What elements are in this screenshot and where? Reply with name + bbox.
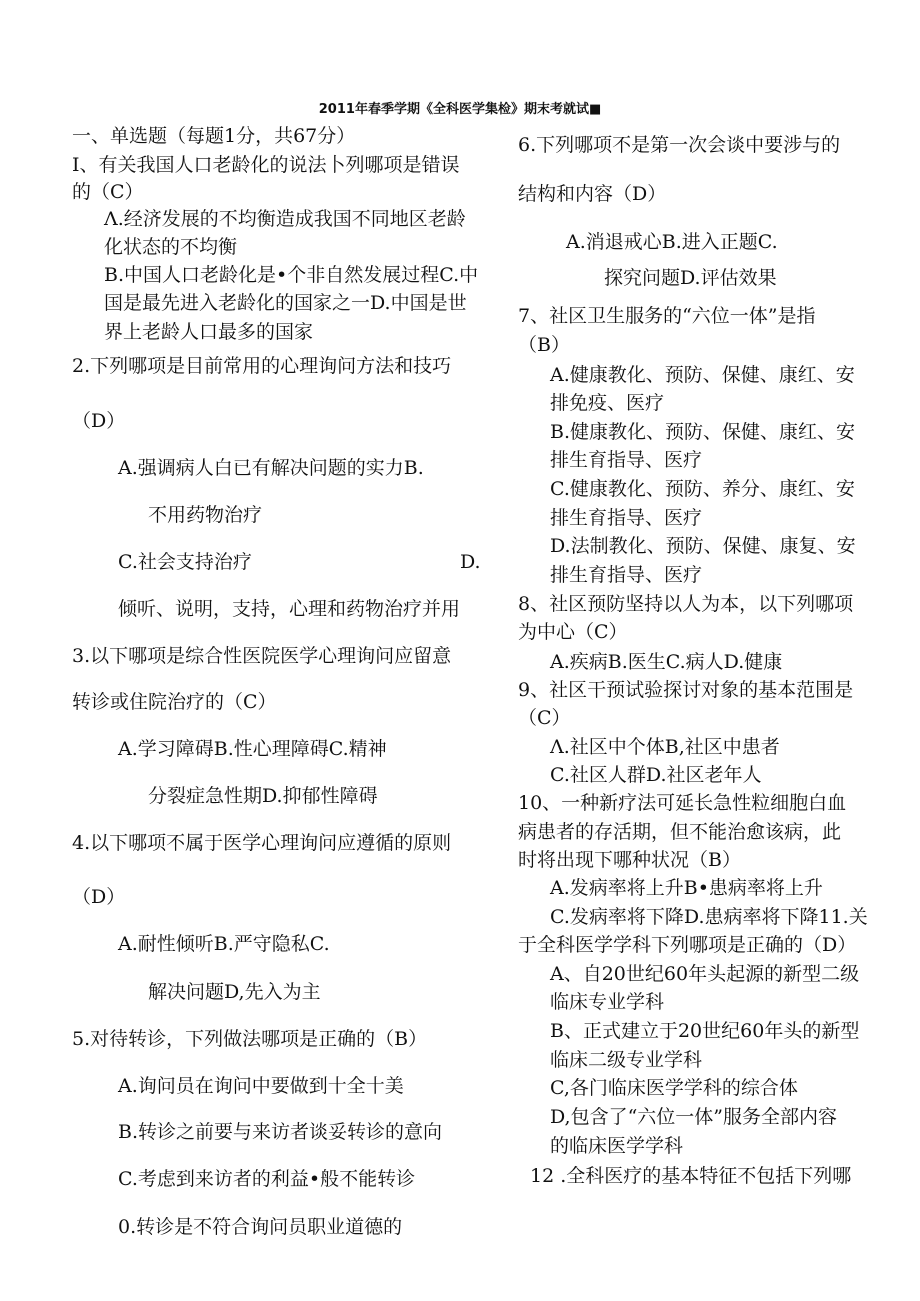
option-line: B.健康教化、预防、保健、康红、安 (550, 421, 856, 443)
question-line: 9、社区干预试验探讨对象的基本范围是 (518, 679, 854, 701)
option-line: 探究问题D.评估效果 (604, 267, 777, 289)
section-heading: 一、单选题（每题1分，共67分） (72, 125, 356, 147)
option-line: A.健康教化、预防、保健、康红、安 (550, 364, 855, 386)
question-line: 的（C） (72, 181, 144, 203)
option-line: 界上老龄人口最多的国家 (104, 321, 314, 343)
option-line: 临床二级专业学科 (550, 1049, 703, 1071)
option-line: 不用药物治疗 (148, 504, 263, 526)
question-line: 7、社区卫生服务的“六位一体”是指 (518, 305, 816, 327)
question-line: 4.以下哪项不属于医学心理询问应遵循的原则 (72, 832, 452, 854)
option-line: 排生育指导、医疗 (550, 564, 703, 586)
question-line: 病患者的存活期，但不能治愈该病，此 (518, 821, 842, 843)
question-line: 8、社区预防坚持以人为本，以下列哪项 (518, 593, 854, 615)
question-line: 6.下列哪项不是第一次会谈中要涉与的 (518, 134, 841, 156)
option-line: C.社区人群D.社区老年人 (550, 764, 762, 786)
option-line: D.法制教化、预防、保健、康复、安 (550, 535, 856, 557)
option-line: Λ.经济发展的不均衡造成我国不同地区老龄 (104, 208, 466, 230)
option-line: A.学习障碍B.性心理障碍C.精神 (118, 738, 387, 760)
option-line: A.消退戒心B.进入正题C. (566, 231, 778, 253)
option-line: 0.转诊是不符合询问员职业道德的 (118, 1216, 403, 1238)
option-line: C.发病率将下降D.患病率将下降11.关 (550, 906, 868, 928)
question-line: 5.对待转诊，下列做法哪项是正确的（B） (72, 1028, 428, 1050)
question-line: 为中心（C） (518, 621, 628, 643)
option-line: B.转诊之前要与来访者谈妥转诊的意向 (118, 1121, 443, 1143)
option-line: 化状态的不均衡 (104, 236, 238, 258)
question-line: 2.下列哪项是目前常用的心理询问方法和技巧 (72, 355, 452, 377)
question-line: 结构和内容（D） (518, 183, 667, 205)
option-line: 的临床医学学科 (550, 1135, 684, 1157)
exam-title: 2011年春季学期《全科医学集检》期末考就试■ (318, 102, 602, 117)
option-line: C.考虑到来访者的利益•般不能转诊 (118, 1168, 416, 1190)
option-line: B、正式建立于20世纪60年头的新型 (550, 1020, 860, 1042)
option-line: D,包含了“六位一体”服务全部内容 (550, 1106, 838, 1128)
option-line: 倾听、说明，支持，心理和药物治疗并用 (118, 598, 461, 620)
question-line: 10、一种新疗法可延长急性粒细胞白血 (518, 792, 847, 814)
question-line: 时将出现下哪种状况（B） (518, 849, 741, 871)
question-line: 于全科医学学科下列哪项是正确的（D） (518, 934, 857, 956)
option-line: 解决问题D,先入为主 (148, 981, 321, 1003)
option-line: 国是最先进入老龄化的国家之一D.中国是世 (104, 292, 467, 314)
question-line: 12 .全科医疗的基本特征不包括下列哪 (530, 1165, 852, 1187)
option-line: A、自20世纪60年头起源的新型二级 (550, 963, 860, 985)
option-line: D. (460, 551, 481, 573)
option-line: A.询问员在询问中要做到十全十美 (118, 1075, 404, 1097)
option-line: 分裂症急性期D.抑郁性障碍 (148, 785, 378, 807)
option-line: A.耐性倾听B.严守隐私C. (118, 933, 330, 955)
option-line: A.发病率将上升B•患病率将上升 (550, 877, 823, 899)
question-line: 转诊或住院治疗的（C） (72, 691, 277, 713)
answer-line: （D） (72, 886, 126, 908)
option-line: C.健康教化、预防、养分、康红、安 (550, 478, 855, 500)
option-line: Λ.社区中个体B,社区中患者 (550, 736, 780, 758)
answer-line: （C） (518, 707, 571, 729)
question-line: 3.以下哪项是综合性医院医学心理询问应留意 (72, 645, 452, 667)
option-line: 排生育指导、医疗 (550, 449, 703, 471)
option-line: C,各门临床医学学科的综合体 (550, 1077, 798, 1099)
option-line: 临床专业学科 (550, 991, 665, 1013)
option-line: A.强调病人白已有解决问题的实力B. (118, 457, 424, 479)
option-line: C.社会支持治疗 (118, 551, 252, 573)
answer-line: （D） (72, 410, 126, 432)
option-line: B.中国人口老龄化是•个非自然发展过程C.中 (104, 264, 479, 286)
option-line: 排免疫、医疗 (550, 392, 665, 414)
answer-line: （B） (518, 334, 570, 356)
option-line: A.疾病B.医生C.病人D.健康 (550, 651, 783, 673)
option-line: 排生育指导、医疗 (550, 507, 703, 529)
question-line: I、有关我国人口老龄化的说法卜列哪项是错误 (72, 154, 460, 176)
